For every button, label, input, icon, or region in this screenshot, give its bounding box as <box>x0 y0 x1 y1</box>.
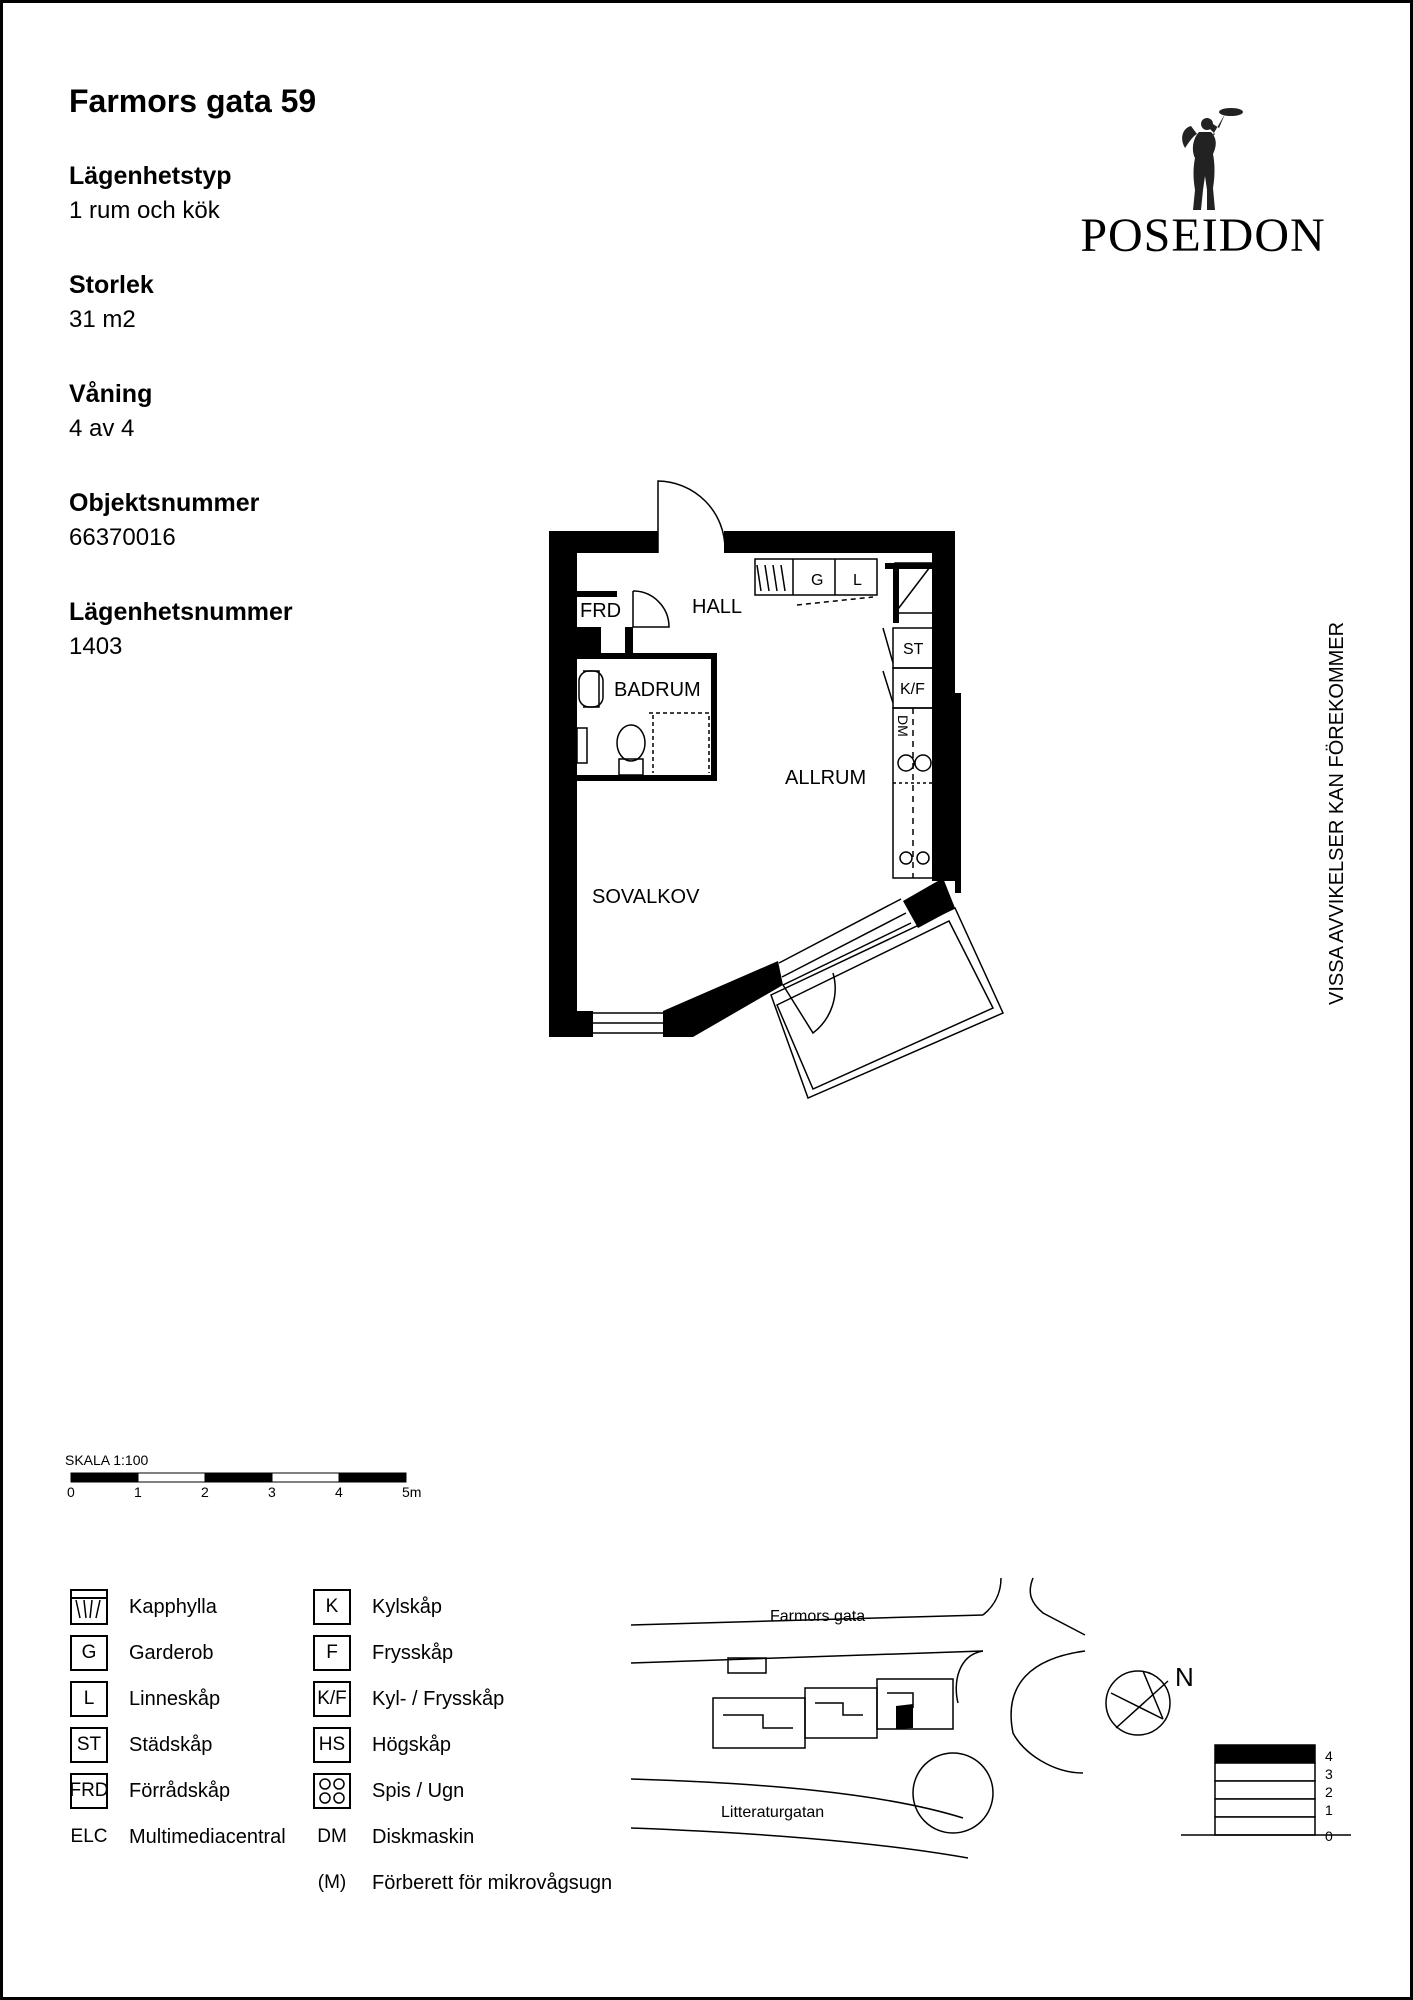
legend-item-linneskap <box>70 1681 220 1717</box>
disclaimer-text: VISSA AVVIKELSER KAN FÖREKOMMER <box>1326 621 1348 1005</box>
legend-label: Spis / Ugn <box>372 1779 465 1802</box>
info-value: 1 rum och kök <box>69 197 220 224</box>
legend-code: K <box>313 1589 351 1625</box>
legend-label: Kapphylla <box>129 1595 217 1618</box>
legend-label: Förberett för mikrovågsugn <box>372 1871 613 1894</box>
address-title: Farmors gata 59 <box>69 83 317 119</box>
floor-label: 2 <box>1325 1784 1333 1800</box>
scale-tick: 0 <box>67 1484 75 1500</box>
fixture-st: ST <box>903 641 924 658</box>
legend-item-kapphylla <box>70 1589 217 1625</box>
scale-tick: 4 <box>335 1484 343 1500</box>
legend-label: Multimediacentral <box>129 1825 286 1848</box>
legend-item-mikrovagsugn <box>313 1865 612 1901</box>
street-label-bottom: Litteraturgatan <box>721 1804 825 1821</box>
fixture-g: G <box>811 572 824 589</box>
legend-item-forradskap <box>70 1773 230 1809</box>
legend-code: ELC <box>70 1826 108 1847</box>
info-value: 4 av 4 <box>69 415 135 442</box>
floor-label: 3 <box>1325 1766 1333 1782</box>
street-label-top: Farmors gata <box>770 1608 866 1625</box>
info-floor <box>69 379 489 444</box>
legend-item-stadskap <box>70 1727 212 1763</box>
legend-code: ST <box>70 1727 108 1763</box>
north-label: N <box>1175 1662 1194 1692</box>
legend-label: Högskåp <box>372 1733 451 1756</box>
scale-tick: 2 <box>201 1484 209 1500</box>
legend-label: Städskåp <box>129 1733 213 1756</box>
legend-item-frysskap <box>313 1635 453 1671</box>
info-size <box>69 270 489 335</box>
legend-label: Förrådskåp <box>129 1779 231 1802</box>
fixture-l: L <box>853 572 862 589</box>
scale-tick: 1 <box>134 1484 142 1500</box>
floor-label: 0 <box>1325 1828 1333 1844</box>
legend-item-hogskap <box>313 1727 451 1763</box>
legend-item-kyl-frysskap <box>313 1681 504 1717</box>
room-label-allrum: ALLRUM <box>785 767 867 789</box>
scale-title: SKALA 1:100 <box>65 1452 149 1468</box>
legend-label: Linneskåp <box>129 1687 221 1710</box>
info-label: Lägenhetsnummer <box>69 598 293 626</box>
scale-bar <box>63 1451 443 1511</box>
floor-indicator <box>1178 1738 1358 1848</box>
info-apartment-number <box>69 597 489 662</box>
room-label-sovalkov: SOVALKOV <box>592 886 700 908</box>
legend-label: Kyl- / Frysskåp <box>372 1687 505 1710</box>
legend-label: Diskmaskin <box>372 1825 475 1848</box>
legend-code: HS <box>313 1727 351 1763</box>
info-object-number <box>69 488 489 553</box>
legend-code: (M) <box>317 1872 347 1893</box>
info-value: 66370016 <box>69 524 176 551</box>
floor-label: 4 <box>1325 1748 1333 1764</box>
legend-item-kylskap <box>313 1589 442 1625</box>
legend-label: Frysskåp <box>372 1641 454 1664</box>
info-apartment-type <box>69 161 489 226</box>
info-label: Objektsnummer <box>69 489 260 517</box>
legend-item-diskmaskin <box>313 1819 474 1855</box>
scale-tick: 3 <box>268 1484 276 1500</box>
legend-code: F <box>313 1635 351 1671</box>
legend-code: L <box>70 1681 108 1717</box>
info-label: Storlek <box>69 271 154 299</box>
walls <box>549 531 961 1037</box>
fixture-dm: DM <box>895 715 911 737</box>
room-label-hall: HALL <box>692 596 743 618</box>
legend-code: FRD <box>70 1773 108 1809</box>
legend-code: K/F <box>313 1681 351 1717</box>
room-label-frd: FRD <box>580 600 622 622</box>
legend-label: Kylskåp <box>372 1595 443 1618</box>
scale-tick: 5m <box>402 1484 422 1500</box>
info-label: Våning <box>69 380 153 408</box>
legend-code: DM <box>317 1826 347 1847</box>
kapphylla-icon <box>70 1589 108 1625</box>
legend-label: Garderob <box>129 1641 214 1664</box>
info-value: 31 m2 <box>69 306 136 333</box>
fixture-kf: K/F <box>900 681 925 698</box>
floor-label: 1 <box>1325 1802 1333 1818</box>
info-label: Lägenhetstyp <box>69 162 232 190</box>
legend-code: G <box>70 1635 108 1671</box>
room-label-badrum: BADRUM <box>614 679 701 701</box>
info-value: 1403 <box>69 633 123 660</box>
legend-item-multimediacentral <box>70 1819 286 1855</box>
poseidon-logo-icon <box>1173 98 1268 213</box>
legend-item-garderob <box>70 1635 214 1671</box>
stove-icon <box>313 1773 351 1809</box>
legend-item-spis-ugn <box>313 1773 464 1809</box>
brand-name: POSEIDON <box>1080 209 1326 262</box>
thin-lines <box>563 481 1003 1098</box>
